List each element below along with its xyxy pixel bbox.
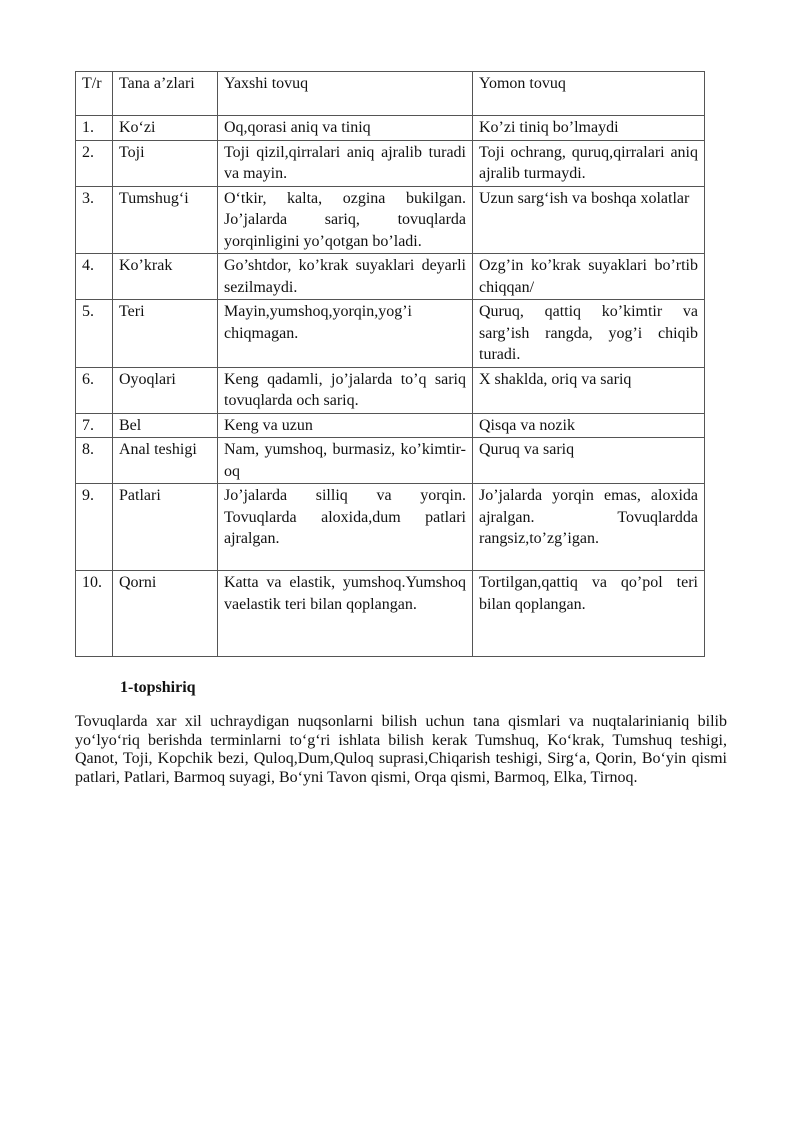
table-row bbox=[76, 571, 705, 657]
row-num: 3. bbox=[76, 186, 113, 254]
row-good: Katta va elastik, yumshoq.Yumshoq vaelastik teri bilan qoplangan. bbox=[218, 571, 473, 657]
row-num: 6. bbox=[76, 367, 113, 413]
row-good: Nam, yumshoq, burmasiz, ko’kimtir-oq bbox=[218, 438, 473, 484]
row-part: Teri bbox=[113, 300, 218, 368]
row-part: Oyoqlari bbox=[113, 367, 218, 413]
header-part: Tana a’zlari bbox=[113, 72, 218, 116]
row-part: Tumshug‘i bbox=[113, 186, 218, 254]
table-row bbox=[76, 116, 705, 141]
table-row bbox=[76, 300, 705, 368]
table-row bbox=[76, 438, 705, 484]
row-part: Bel bbox=[113, 413, 218, 438]
row-bad: Jo’jalarda yorqin emas, aloxida ajralgan. Tovuqlardda rangsiz,to’zg’igan. bbox=[473, 484, 705, 571]
row-part: Ko’krak bbox=[113, 254, 218, 300]
row-num: 5. bbox=[76, 300, 113, 368]
table-row bbox=[76, 367, 705, 413]
row-good: Mayin,yumshoq,yorqin,yog’i chiqmagan. bbox=[218, 300, 473, 368]
table-row bbox=[76, 140, 705, 186]
row-bad: Ozg’in ko’krak suyaklari bo’rtib chiqqan/ bbox=[473, 254, 705, 300]
row-good: Keng qadamli, jo’jalarda to’q sariq tovuqlarda och sariq. bbox=[218, 367, 473, 413]
task-heading: 1-topshiriq bbox=[120, 679, 196, 696]
row-bad: Ko’zi tiniq bo’lmaydi bbox=[473, 116, 705, 141]
row-bad: Uzun sarg‘ish va boshqa xolatlar bbox=[473, 186, 705, 254]
chicken-quality-table bbox=[75, 71, 705, 657]
row-good: Keng va uzun bbox=[218, 413, 473, 438]
task-paragraph: Tovuqlarda xar xil uchraydigan nuqsonlarni bilish uchun tana qismlari va nuqtalarinianiq bilib yo‘lyo‘riq berishda terminlarni to‘g‘ri ishlata bilish kerak Tumshuq, Ko‘krak, Tumshuq teshigi, Qanot, Toji, Kopchik bezi, Quloq,Dum,Quloq suprasi,Chiqarish teshigi, Sirg‘a, Qorin, Bo‘yin qismi patlari, Patlari, Barmoq suyagi, Bo‘yni Tavon qismi, Orqa qismi, Barmoq, Elka, Tirnoq. bbox=[75, 713, 727, 786]
header-bad: Yomon tovuq bbox=[473, 72, 705, 116]
row-num: 1. bbox=[76, 116, 113, 141]
table-row bbox=[76, 254, 705, 300]
row-num: 4. bbox=[76, 254, 113, 300]
row-num: 9. bbox=[76, 484, 113, 571]
row-num: 10. bbox=[76, 571, 113, 657]
row-num: 2. bbox=[76, 140, 113, 186]
row-good: Oq,qorasi aniq va tiniq bbox=[218, 116, 473, 141]
row-good: Go’shtdor, ko’krak suyaklari deyarli sezilmaydi. bbox=[218, 254, 473, 300]
row-bad: Quruq va sariq bbox=[473, 438, 705, 484]
row-part: Anal teshigi bbox=[113, 438, 218, 484]
header-good: Yaxshi tovuq bbox=[218, 72, 473, 116]
table-header-row bbox=[76, 72, 705, 116]
table-row bbox=[76, 484, 705, 571]
row-bad: Toji ochrang, quruq,qirralari aniq ajralib turmaydi. bbox=[473, 140, 705, 186]
table-row bbox=[76, 413, 705, 438]
row-good: Jo’jalarda silliq va yorqin. Tovuqlarda aloxida,dum patlari ajralgan. bbox=[218, 484, 473, 571]
row-num: 8. bbox=[76, 438, 113, 484]
row-part: Ko‘zi bbox=[113, 116, 218, 141]
header-num: T/r bbox=[76, 72, 113, 116]
table-row bbox=[76, 186, 705, 254]
row-part: Toji bbox=[113, 140, 218, 186]
row-bad: Qisqa va nozik bbox=[473, 413, 705, 438]
row-good: O‘tkir, kalta, ozgina bukilgan. Jo’jalarda sariq, tovuqlarda yorqinligini yo’qotgan bo’ladi. bbox=[218, 186, 473, 254]
row-part: Qorni bbox=[113, 571, 218, 657]
row-bad: X shaklda, oriq va sariq bbox=[473, 367, 705, 413]
row-bad: Quruq, qattiq ko’kimtir va sarg’ish rangda, yog’i chiqib turadi. bbox=[473, 300, 705, 368]
row-bad: Tortilgan,qattiq va qo’pol teri bilan qoplangan. bbox=[473, 571, 705, 657]
row-num: 7. bbox=[76, 413, 113, 438]
row-part: Patlari bbox=[113, 484, 218, 571]
row-good: Toji qizil,qirralari aniq ajralib turadi va mayin. bbox=[218, 140, 473, 186]
